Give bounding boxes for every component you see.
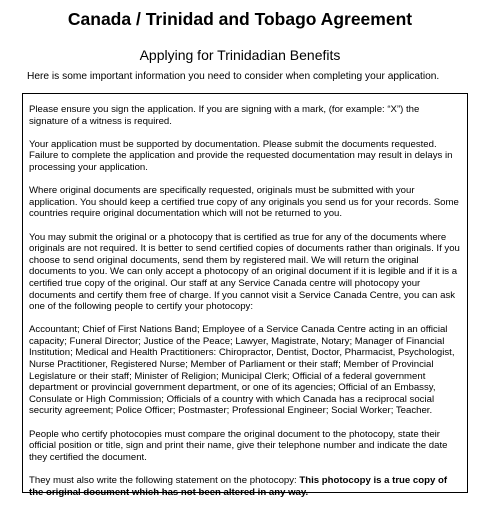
paragraph-original-documents: Where original documents are specifically requested, originals must be submitted with your application. You should keep a certified true copy of any originals you send us for your records. Some countries require original documentation which will not be returned to you. (29, 185, 459, 220)
paragraph-signature: Please ensure you sign the application. If you are signing with a mark, (for example: “X”) the signature of a witness is required. (29, 104, 420, 127)
paragraph-certifier-list: Accountant; Chief of First Nations Band; Employee of a Service Canada Centre acting in an official capacity; Funeral Director; Justice of the Peace; Lawyer, Magistrate, Notary; Manager of Financial Institution; Medical and Health Practitioners: Chiropractor, Dentist, Doctor, Pharmacist, Psychologist, Nurse Practitioner, Registered Nurse; Member of Parliament or their staff; Member of Provincial Legislature or their staff; Minister of Religion; Municipal Clerk; Official of a federal government department or provincial government department, or one of its agencies; Official of an Embassy, Consulate or High Commission; Officials of a country with which Canada has a reciprocal social security agreement; Police Officer; Postmaster; Professional Engineer; Social Worker; Teacher. (29, 324, 455, 417)
document-subtitle: Applying for Trinidadian Benefits (139, 47, 341, 63)
statement-text: This photocopy is a true copy of the original document which has not been altered in any way. (29, 475, 448, 498)
paragraph-certifier-duties: People who certify photocopies must compare the original document to the photocopy, state their official position or title, sign and print their name, give their telephone number and indicate the date they certified the document. (29, 428, 448, 463)
statement-lead: They must also write the following statement on the photocopy: (29, 475, 300, 486)
information-box (22, 93, 468, 498)
paragraph-statement (29, 475, 461, 498)
document-title: Canada / Trinidad and Tobago Agreement (67, 9, 413, 29)
intro-text: Here is some important information you need to consider when completing your application. (27, 71, 440, 82)
paragraph-documentation: Your application must be supported by documentation. Please submit the documents requested. Failure to complete the application and provide the requested documentation may result in delays in processing your application. (29, 138, 453, 173)
paragraph-certified-copies: You may submit the original or a photocopy that is certified as true for any of the documents where originals are not required. It is better to send certified copies of documents rather than originals. If you choose to send original documents, send them by registered mail. We will return the original documents to you. We can only accept a photocopy of an original document if it is legible and if it is a certified true copy of the original. Our staff at any Service Canada centre will photocopy your documents and certify them free of charge. If you cannot visit a Service Canada Centre, you can ask one of the following people to certify your photocopy: (29, 231, 460, 313)
information-box-content (29, 104, 461, 510)
